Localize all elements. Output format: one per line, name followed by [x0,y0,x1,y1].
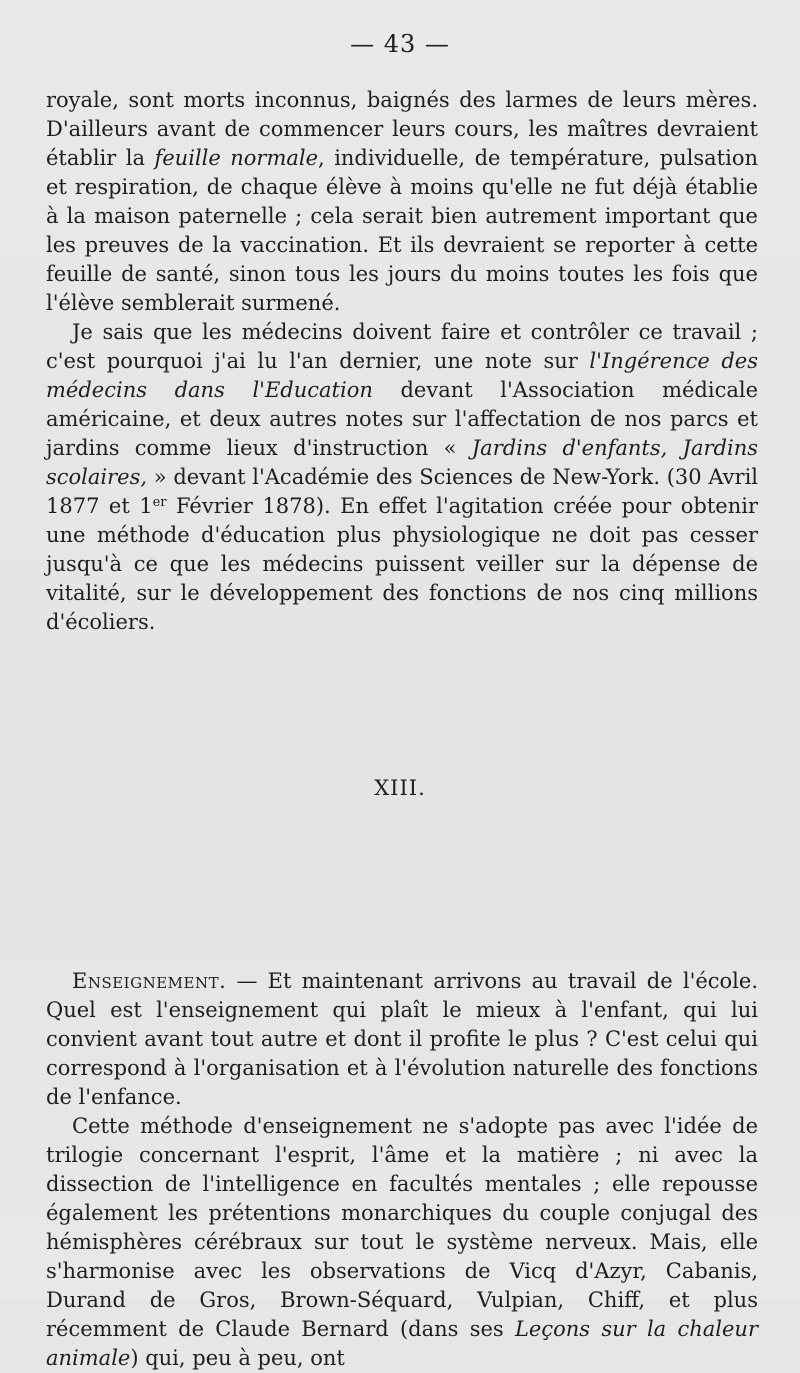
section-heading: XIII. [374,776,426,800]
paragraph-continuation [46,86,758,318]
text-block-upper [46,86,758,637]
text-span: — Et maintenant arrivons au travail de l'école. Quel est l'enseignement qui plaît le mieux à l'enfant, qui lui convient avant tout autre et dont il profite le plus ? C'est celui qui correspond à l'organisation et à l'évolution naturelle des fonctions de l'enfance. [46,969,758,1109]
paragraph-methode [46,1112,758,1373]
page-number: — 43 — [350,30,450,58]
text-span: devant l'Association médicale américaine, et deux autres notes sur l'affectation de nos parcs et jardins comme lieux d'instruction « [46,378,759,460]
paragraph-enseignement [46,967,758,1112]
italic-title: Jardins d'enfants, Jardins scolaires, [46,436,758,489]
text-span: Février 1878). En effet l'agitation créée pour obtenir une méthode d'éducation plus physiologique ne doit pas cesser jusqu'à ce que les médecins puissent veiller sur la dépense de vitalité, sur le développement des fonctions de nos cinq millions d'écoliers. [46,494,758,634]
text-span: ) qui, peu à peu, ont [130,1346,345,1370]
superscript: er [152,495,167,510]
paragraph-medecins [46,318,758,637]
text-span: royale, sont morts inconnus, baignés des larmes de leurs mères. D'ailleurs avant de commencer leurs cours, les maîtres devraient établir la [46,88,758,170]
text-block-lower [46,967,758,1373]
text-span: Je sais que les médecins doivent faire et contrôler ce travail ; c'est pourquoi j'ai lu l'an dernier, une note sur [46,320,758,373]
italic-title: Leçons sur la chaleur animale [46,1317,758,1370]
italic-title: l'Ingérence des médecins dans l'Education [46,349,758,402]
italic-term: feuille normale [154,146,319,170]
run-in-heading: Enseignement. [72,969,227,993]
text-span: , individuelle, de température, pulsation et respiration, de chaque élève à moins qu'elle ne fut déjà établie à la maison paternelle ; cela serait bien autrement important que les preuves de la vaccination. Et ils devraient se reporter à cette feuille de santé, sinon tous les jours du moins toutes les fois que l'élève semblerait surmené. [46,146,759,315]
text-span: Cette méthode d'enseignement ne s'adopte pas avec l'idée de trilogie concernant l'esprit, l'âme et la matière ; ni avec la dissection de l'intelligence en facultés mentales ; elle repousse également les prétentions monarchiques du couple conjugal des hémisphères cérébraux sur tout le système nerveux. Mais, elle s'harmonise avec les observations de Vicq d'Azyr, Cabanis, Durand de Gros, Brown-Séquard, Vulpian, Chiff, et plus récemment de Claude Bernard (dans ses [46,1114,758,1341]
text-span: » devant l'Académie des Sciences de New-York. (30 Avril 1877 et 1 [46,465,758,518]
